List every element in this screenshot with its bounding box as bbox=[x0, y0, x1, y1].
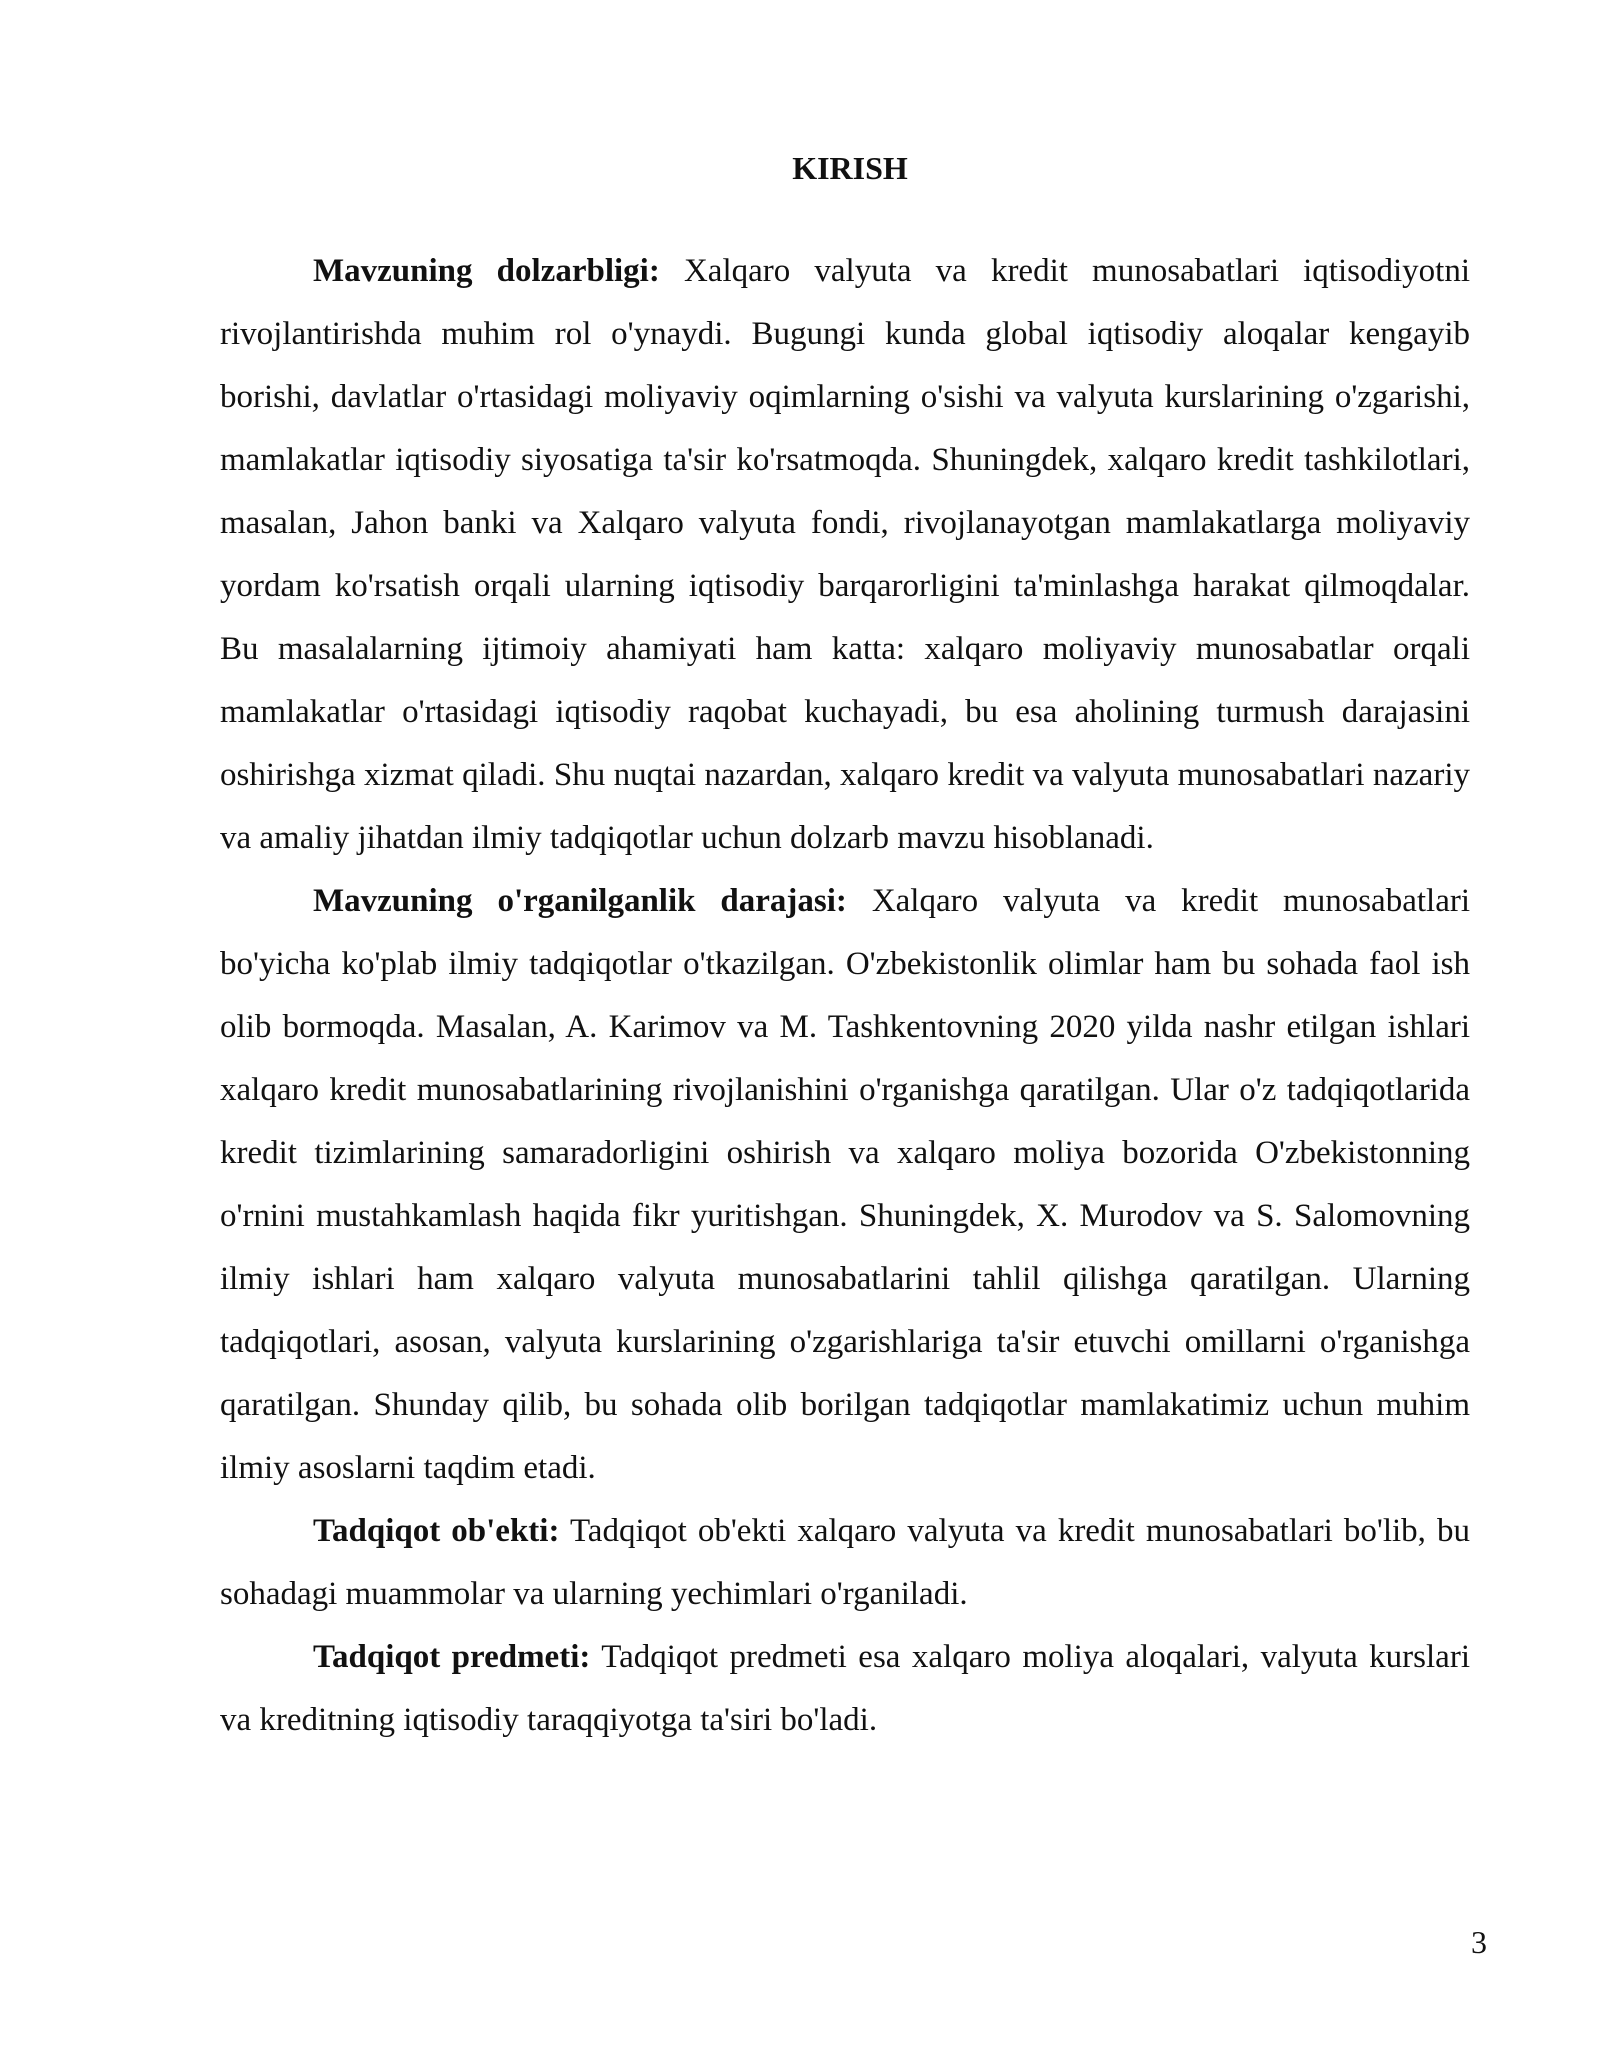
paragraph-research-subject bbox=[220, 1626, 1470, 1752]
paragraph-label: Tadqiqot predmeti: bbox=[313, 1639, 591, 1675]
paragraph-label: Mavzuning dolzarbligi: bbox=[313, 253, 660, 289]
page-title: KIRISH bbox=[792, 150, 908, 186]
paragraph-text: Xalqaro valyuta va kredit munosabatlari iqtisodiyotni rivojlantirishda muhim rol o'ynaydi. Bugungi kunda global iqtisodiy aloqalar kengayib borishi, davlatlar o'rtasidagi moliyaviy oqimlarning o'sishi va valyuta kurslarining o'zgarishi, mamlakatlar iqtisodiy siyosatiga ta'sir ko'rsatmoqda. Shuningdek, xalqaro kredit tashkilotlari, masalan, Jahon banki va Xalqaro valyuta fondi, rivojlanayotgan mamlakatlarga moliyaviy yordam ko'rsatish orqali ularning iqtisodiy barqarorligini ta'minlashga harakat qilmoqdalar. Bu masalalarning ijtimoiy ahamiyati ham katta: xalqaro moliyaviy munosabatlar orqali mamlakatlar o'rtasidagi iqtisodiy raqobat kuchayadi, bu esa aholining turmush darajasini oshirishga xizmat qiladi. Shu nuqtai nazardan, xalqaro kredit va valyuta munosabatlari nazariy va amaliy jihatdan ilmiy tadqiqotlar uchun dolzarb mavzu hisoblanadi. bbox=[220, 253, 1470, 856]
paragraph-text: Tadqiqot ob'ekti xalqaro valyuta va kredit munosabatlari bo'lib, bu sohadagi muammolar va ularning yechimlari o'rganiladi. bbox=[220, 1513, 1470, 1612]
paragraph-label: Tadqiqot ob'ekti: bbox=[313, 1513, 560, 1549]
paragraph-text: Xalqaro valyuta va kredit munosabatlari bo'yicha ko'plab ilmiy tadqiqotlar o'tkazilgan. O'zbekistonlik olimlar ham bu sohada faol ish olib bormoqda. Masalan, A. Karimov va M. Tashkentovning 2020 yilda nashr etilgan ishlari xalqaro kredit munosabatlarining rivojlanishini o'rganishga qaratilgan. Ular o'z tadqiqotlarida kredit tizimlarining samaradorligini oshirish va xalqaro moliya bozorida O'zbekistonning o'rnini mustahkamlash haqida fikr yuritishgan. Shuningdek, X. Murodov va S. Salomovning ilmiy ishlari ham xalqaro valyuta munosabatlarini tahlil qilishga qaratilgan. Ularning tadqiqotlari, asosan, valyuta kurslarining o'zgarishlariga ta'sir etuvchi omillarni o'rganishga qaratilgan. Shunday qilib, bu sohada olib borilgan tadqiqotlar mamlakatimiz uchun muhim ilmiy asoslarni taqdim etadi. bbox=[220, 883, 1470, 1486]
paragraph-relevance bbox=[220, 240, 1470, 870]
document-body bbox=[220, 240, 1470, 1752]
paragraph-text: Tadqiqot predmeti esa xalqaro moliya aloqalari, valyuta kurslari va kreditning iqtisodiy taraqqiyotga ta'siri bo'ladi. bbox=[220, 1639, 1470, 1738]
paragraph-research-object bbox=[220, 1500, 1470, 1626]
page-number: 3 bbox=[1471, 1924, 1487, 1960]
paragraph-study-degree bbox=[220, 870, 1470, 1500]
paragraph-label: Mavzuning o'rganilganlik darajasi: bbox=[313, 883, 847, 919]
